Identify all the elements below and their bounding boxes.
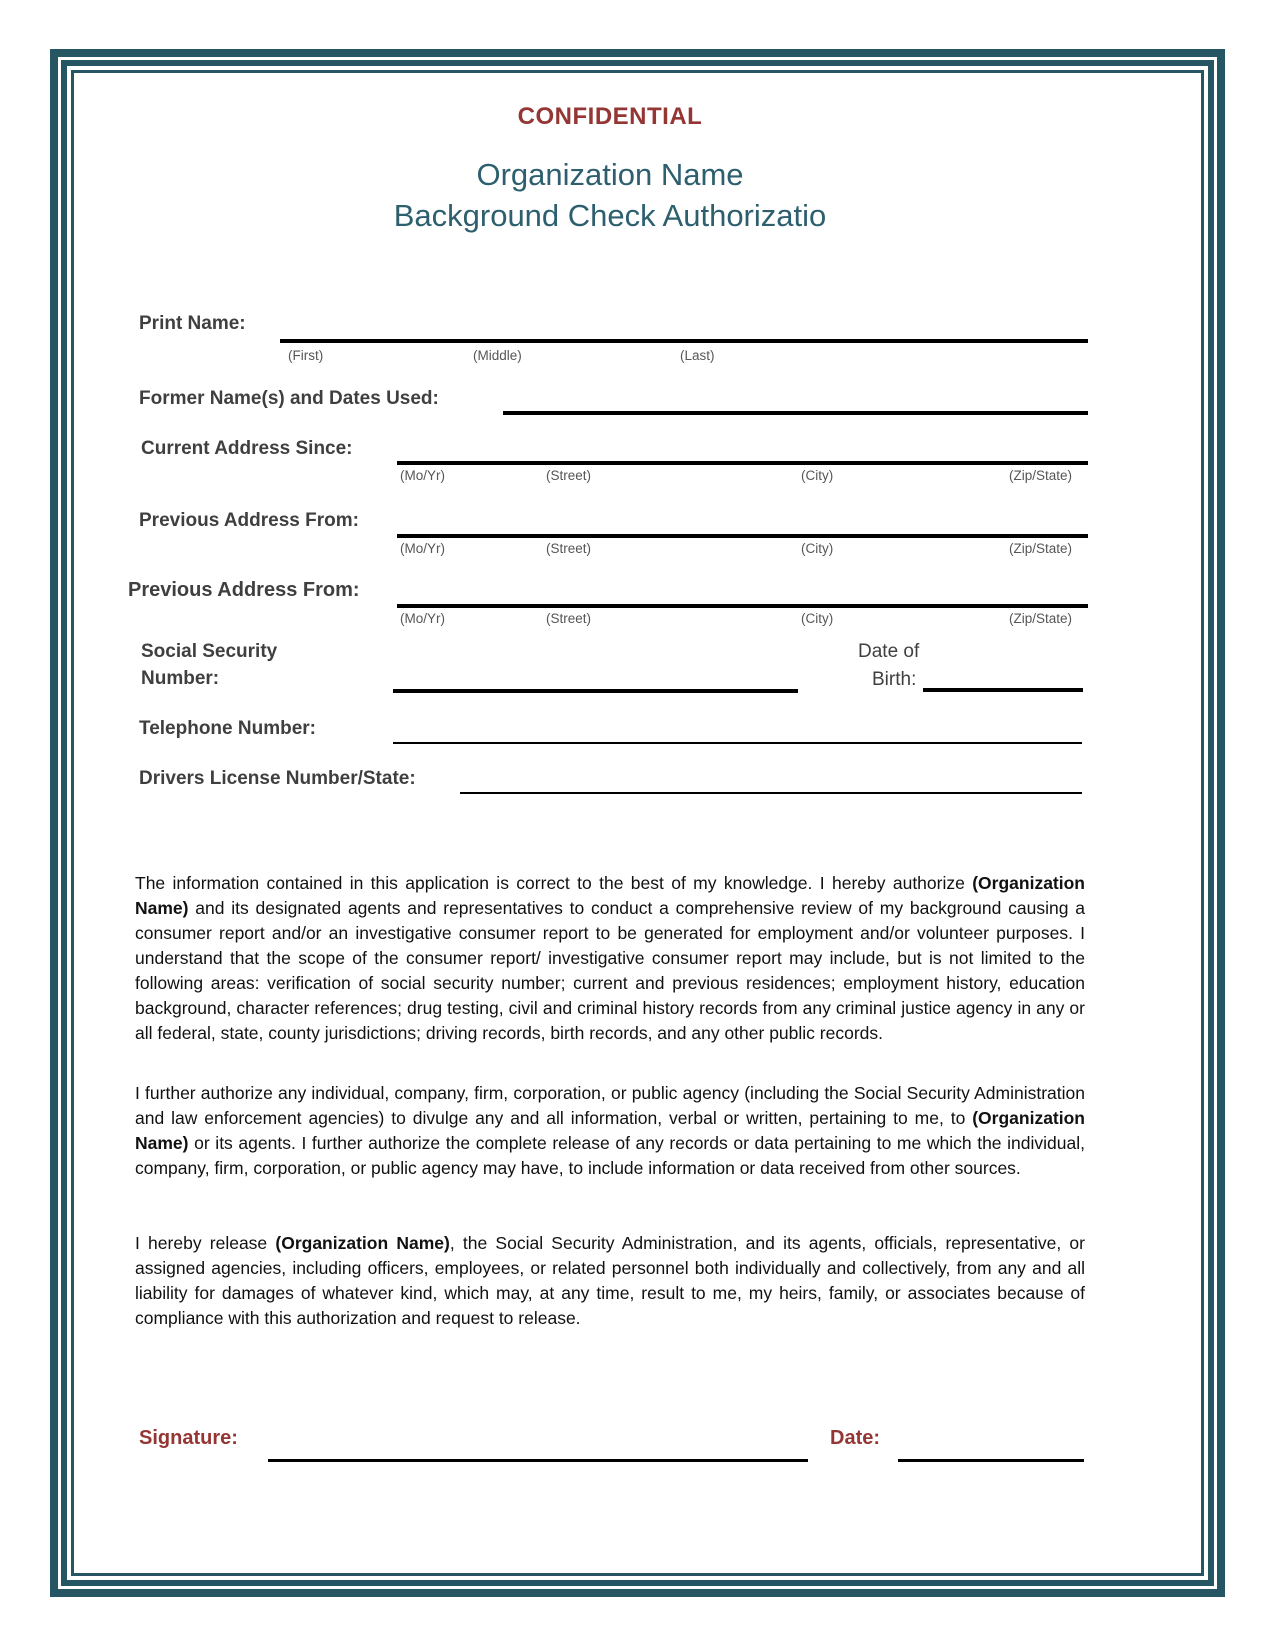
drivers-license-input-line[interactable] — [460, 792, 1082, 794]
inner-border-frame — [71, 70, 1204, 1576]
city-sublabel: (City) — [801, 541, 834, 556]
previous-address-1-input-line[interactable] — [397, 534, 1088, 538]
zipstate-sublabel: (Zip/State) — [1009, 468, 1073, 483]
street-sublabel: (Street) — [546, 541, 592, 556]
moyr-sublabel: (Mo/Yr) — [400, 468, 445, 483]
document-title — [135, 154, 1085, 236]
previous-address-1-label: Previous Address From: — [139, 510, 359, 531]
signature-label: Signature: — [139, 1427, 238, 1449]
city-sublabel: (City) — [801, 468, 834, 483]
telephone-input-line[interactable] — [393, 742, 1082, 744]
date-input-line[interactable] — [898, 1459, 1084, 1462]
authorization-paragraph-2: I further authorize any individual, company, firm, corporation, or public agency (including the Social Security Administration and law enforcement agencies) to divulge any and all information, verbal or written, pertaining to me, to (Organization Name) or its agents. I further authorize the complete release of any records or data pertaining to me which the individual, company, firm, corporation, or public agency may have, to include information or data received from other sources. — [135, 1083, 1085, 1178]
zipstate-sublabel: (Zip/State) — [1009, 611, 1073, 626]
street-sublabel: (Street) — [546, 611, 592, 626]
dob-label-line2: Birth: — [872, 669, 917, 690]
first-sublabel: (First) — [288, 348, 324, 363]
dob-label-line1: Date of — [858, 641, 920, 662]
authorization-paragraph-1: The information contained in this application is correct to the best of my knowledge. I hereby authorize (Organization Name) and its designated agents and representatives to conduct a comprehensive review of my background causing a consumer report and/or an investigative consumer report to be generated for employment and/or volunteer purposes. I understand that the scope of the consumer report/ investigative consumer report may include, but is not limited to the following areas: verification of social security number; current and previous residences; employment history, education background, character references; drug testing, civil and criminal history records from any criminal justice agency in any or all federal, state, county jurisdictions; driving records, birth records, and any other public records. — [135, 873, 1085, 1043]
print-name-input-line[interactable] — [280, 339, 1088, 343]
middle-sublabel: (Middle) — [473, 348, 522, 363]
current-address-input-line[interactable] — [397, 461, 1088, 465]
previous-address-2-label: Previous Address From: — [128, 579, 360, 601]
current-address-label: Current Address Since: — [141, 438, 353, 459]
confidential-heading: CONFIDENTIAL — [517, 103, 703, 130]
ssn-label-line1: Social Security — [141, 641, 278, 662]
telephone-label: Telephone Number: — [139, 718, 316, 739]
last-sublabel: (Last) — [680, 348, 715, 363]
ssn-input-line[interactable] — [393, 689, 798, 693]
ssn-label-line2: Number: — [141, 668, 220, 689]
former-names-label: Former Name(s) and Dates Used: — [139, 388, 439, 409]
print-name-label: Print Name: — [139, 313, 246, 334]
organization-name-title: Organization Name — [476, 157, 744, 192]
previous-address-2-input-line[interactable] — [397, 604, 1088, 608]
city-sublabel: (City) — [801, 611, 834, 626]
former-names-input-line[interactable] — [503, 411, 1088, 415]
dob-input-line[interactable] — [923, 688, 1083, 692]
release-paragraph-3: I hereby release (Organization Name), the Social Security Administration, and its agents, officials, representative, or assigned agencies, including officers, employees, or related personnel both individually and collectively, from any and all liability for damages of whatever kind, which may, at any time, result to me, my heirs, family, or associates because of compliance with this authorization and request to release. — [135, 1233, 1085, 1328]
signature-input-line[interactable] — [268, 1459, 808, 1462]
background-check-title: Background Check Authorizatio — [393, 198, 827, 233]
zipstate-sublabel: (Zip/State) — [1009, 541, 1073, 556]
street-sublabel: (Street) — [546, 468, 592, 483]
drivers-license-label: Drivers License Number/State: — [139, 768, 416, 789]
date-label: Date: — [830, 1427, 881, 1449]
moyr-sublabel: (Mo/Yr) — [400, 541, 445, 556]
moyr-sublabel: (Mo/Yr) — [400, 611, 445, 626]
